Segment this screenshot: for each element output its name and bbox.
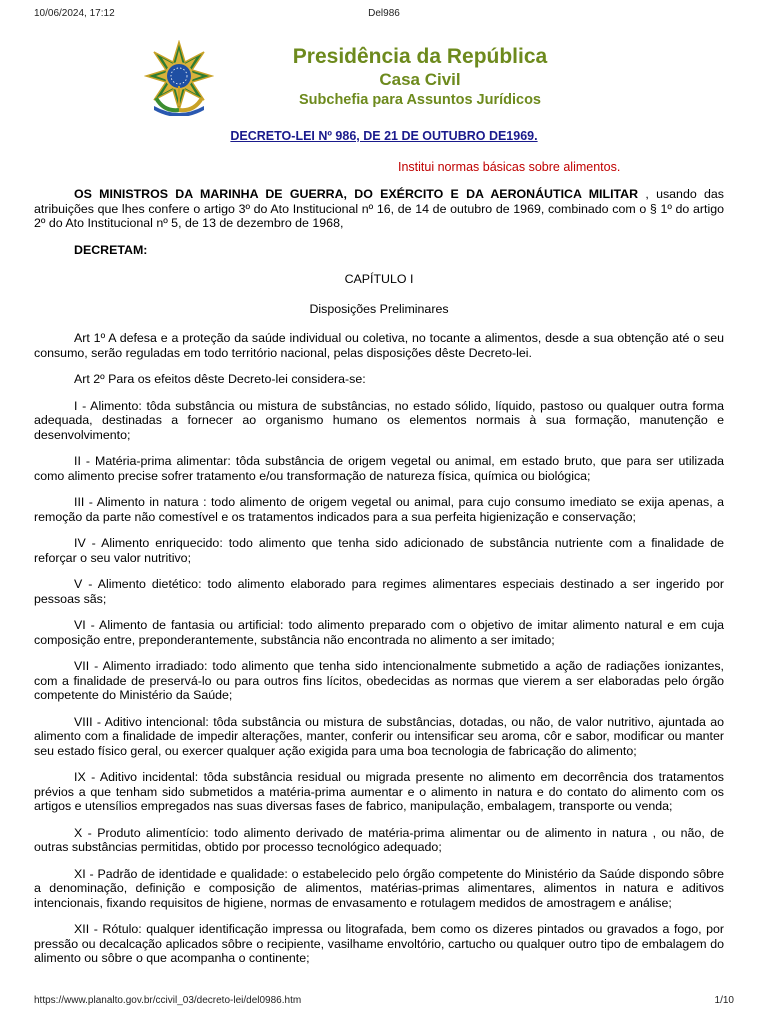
print-timestamp: 10/06/2024, 17:12 [34, 8, 115, 19]
decretam: DECRETAM: [74, 242, 148, 257]
page-number: 1/10 [714, 995, 734, 1006]
item-vii: VII - Alimento irradiado: todo alimento que tenha sido intencionalmente submetido a ação de radiações ionizantes, com a finalidade de preservá-lo ou para outros fins lícitos, obedecidas as normas que vierem a ser elaboradas pelo órgão competente do Ministério da Saúde; [34, 659, 724, 702]
item-ii: II - Matéria-prima alimentar: tôda substância de origem vegetal ou animal, em estado bruto, que para ser utilizada como alimento precise sofrer tratamento e/ou transformação de natureza física, química ou biológica; [34, 454, 724, 483]
brand-subchefia: Subchefia para Assuntos Jurídicos [299, 92, 541, 108]
print-url: https://www.planalto.gov.br/ccivil_03/decreto-lei/del0986.htm [34, 995, 302, 1006]
brand-casa-civil: Casa Civil [379, 70, 461, 89]
item-xii: XII - Rótulo: qualquer identificação impressa ou litografada, bem como os dizeres pintados ou gravados a fogo, por pressão ou decalcação aplicados sôbre o recipiente, vasilhame envoltório, cartucho ou qualquer outro tipo de embalagem do alimento ou sôbre o que acompanha o continente; [34, 922, 724, 965]
chapter-name: Disposições Preliminares [309, 301, 449, 316]
item-vi: VI - Alimento de fantasia ou artificial: todo alimento preparado com o objetivo de imitar alimento natural e em cuja composição entre, preponderantemente, substância não encontrada no alimento a ser imitado; [34, 618, 724, 647]
preamble [34, 187, 724, 231]
decree-title-link[interactable]: DECRETO-LEI Nº 986, DE 21 DE OUTUBRO DE1969. [230, 129, 538, 143]
item-iii: III - Alimento in natura : todo alimento de origem vegetal ou animal, para cujo consumo imediato se exija apenas, a remoção da parte não comestível e os tratamentos indicados para a sua perfeita higienização e conservação; [34, 495, 724, 524]
print-header [34, 8, 734, 22]
print-footer [34, 995, 734, 1009]
preamble-text: , usando das atribuições que lhes confere o artigo 3º do Ato Institucional nº 16, de 14 de outubro de 1969, combinado com o § 1º do artigo 2º do Ato Institucional nº 5, de 13 de dezembro de 1968, [34, 187, 724, 230]
item-ix: IX - Aditivo incidental: tôda substância residual ou migrada presente no alimento em decorrência dos tratamentos prévios a que tenham sido submetidos a matéria-prima aumentar e o alimento in natura e do contato do alimento com os artigos e utensílios empregados nas suas diversas fases de fabrico, manipulação, embalagem, transporte ou venda; [34, 770, 724, 813]
ementa: Institui normas básicas sobre alimentos. [398, 160, 621, 174]
item-x: X - Produto alimentício: todo alimento derivado de matéria-prima alimentar ou de alimento in natura , ou não, de outras substâncias permitidas, obtido por processo tecnológico adequado; [34, 825, 724, 854]
item-xi: XI - Padrão de identidade e qualidade: o estabelecido pelo órgão competente do Ministério da Saúde dispondo sôbre a denominação, definição e composição de alimentos, matérias-primas alimentares, alimentos in natura e aditivos intencionais, fixando requisitos de higiene, normas de envasamento e rotulagem medidos de amostragem e análise; [34, 866, 724, 910]
brand-header [240, 46, 600, 108]
item-i: I - Alimento: tôda substância ou mistura de substâncias, no estado sólido, líquido, pastoso ou qualquer outra forma adequada, destinadas a fornecer ao organismo humano os elementos normais à sua formação, manutenção e desenvolvimento; [34, 398, 724, 442]
item-v: V - Alimento dietético: todo alimento elaborado para regimes alimentares especiais destinado a ser ingerido por pessoas sãs; [34, 577, 724, 606]
item-iv: IV - Alimento enriquecido: todo alimento que tenha sido adicionado de substância nutriente com a finalidade de reforçar o seu valor nutritivo; [34, 536, 724, 565]
decree-body [34, 187, 724, 966]
chapter-label: CAPÍTULO I [344, 272, 414, 286]
decree-title [0, 127, 768, 145]
item-viii: VIII - Aditivo intencional: tôda substância ou mistura de substâncias, dotadas, ou não, de valor nutritivo, ajuntada ao alimento com a finalidade de impedir alterações, manter, conferir ou intensificar seu aroma, côr e sabor, modificar ou manter seu estado físico geral, ou exercer qualquer ação exigida para uma boa tecnologia de fabricação do alimento; [34, 714, 724, 758]
preamble-authority: OS MINISTROS DA MARINHA DE GUERRA, DO EXÉRCITO E DA AERONÁUTICA MILITAR [74, 187, 639, 201]
article-1: Art 1º A defesa e a proteção da saúde individual ou coletiva, no tocante a alimentos, desde a sua obtenção até o seu consumo, serão reguladas em todo território nacional, pelas disposições dêste Decreto-lei. [34, 331, 724, 360]
article-2: Art 2º Para os efeitos dêste Decreto-lei considera-se: [74, 372, 366, 386]
print-document-name: Del986 [368, 8, 400, 19]
brand-presidencia: Presidência da República [292, 45, 548, 68]
coat-of-arms-icon [144, 40, 214, 116]
